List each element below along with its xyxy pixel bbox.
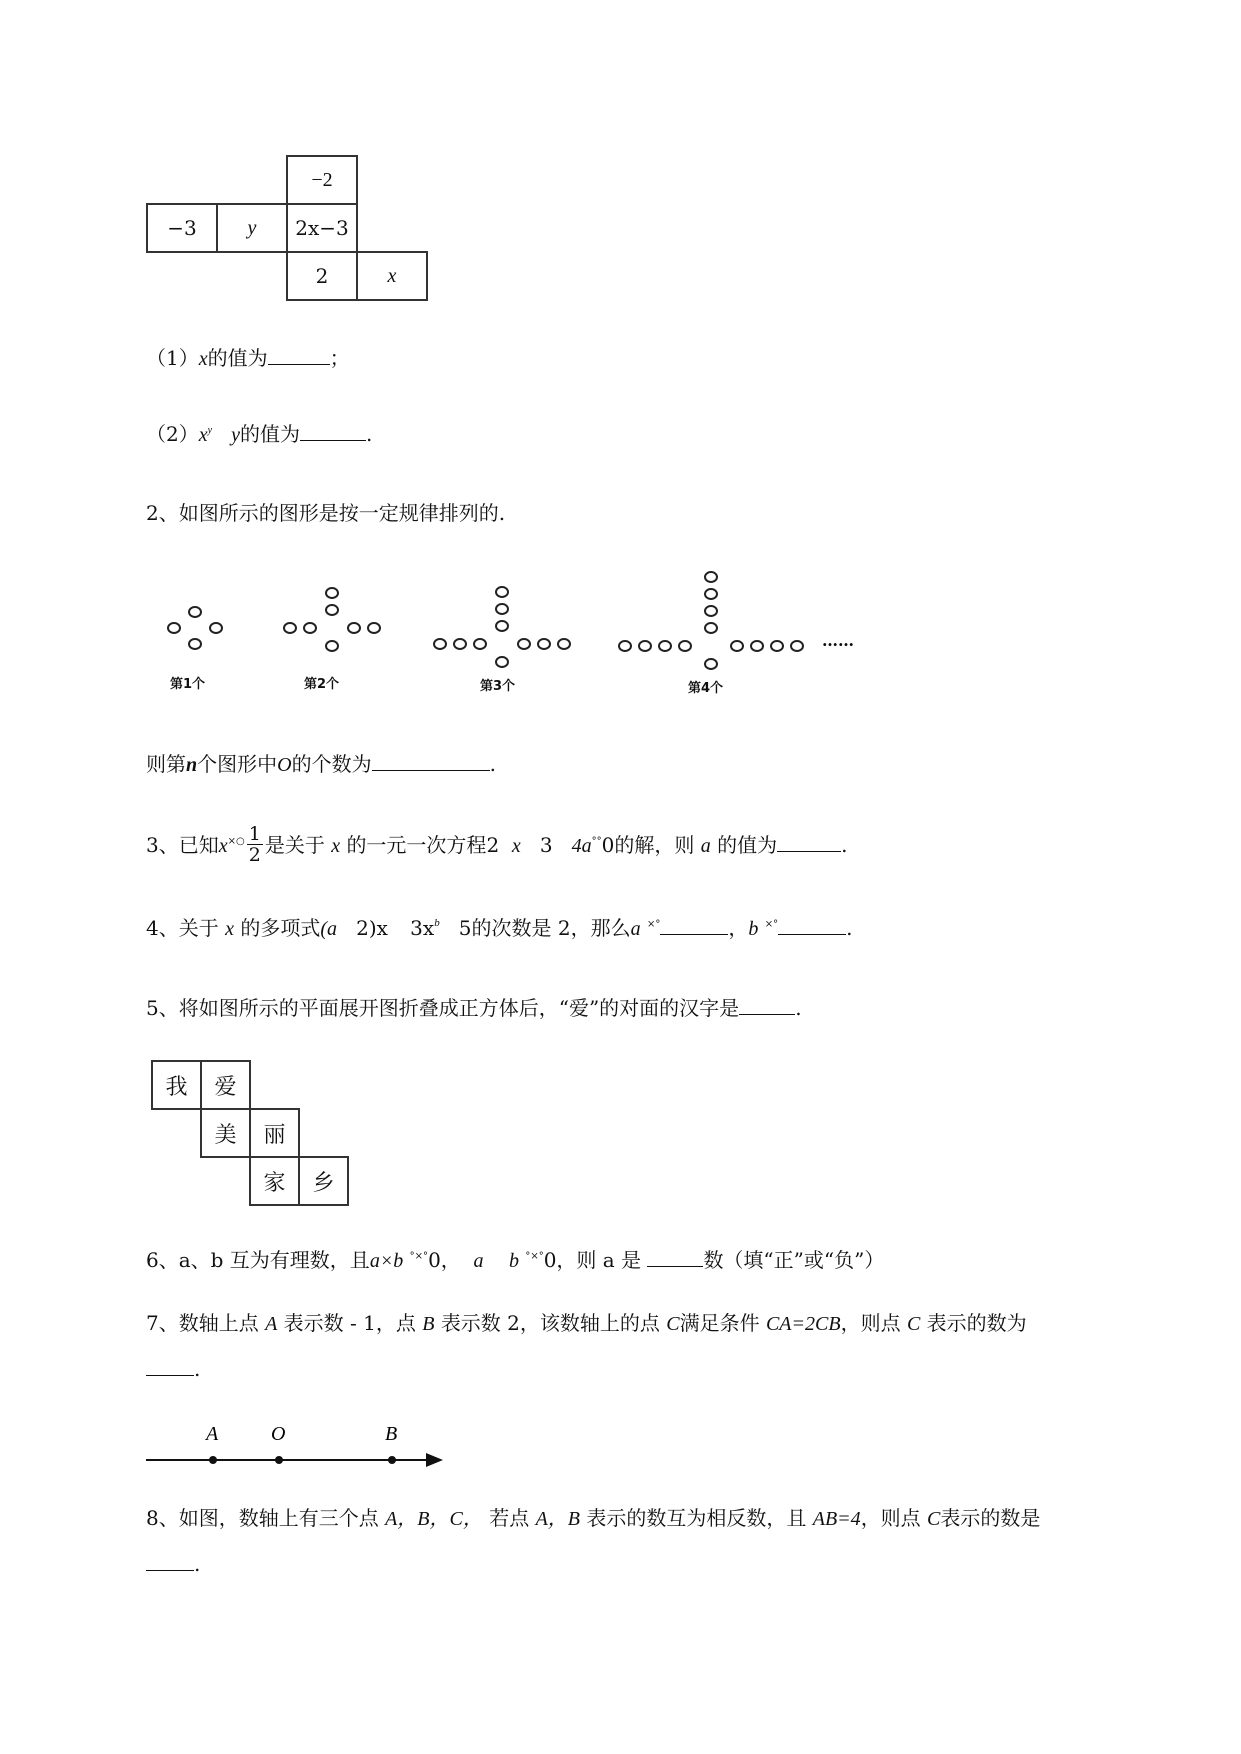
math: 2)x [356,916,388,940]
net-cell: 2x−3 [286,203,358,253]
text: 表示的数为 [926,1311,1027,1335]
net-cell: 乡 [298,1156,349,1206]
net-cell: y [216,203,288,253]
math: 2 [486,833,500,857]
answer-blank[interactable] [660,916,728,935]
q8-line1 [146,1505,1040,1532]
math: A，B，C， [385,1508,483,1530]
text: 8、如图，数轴上有三个点 [146,1506,379,1530]
net-cell: 2 [286,251,358,301]
math-var: x [198,348,208,370]
answer-blank[interactable] [778,916,846,935]
denominator: 2 [248,844,261,866]
pattern-1 [168,607,222,649]
q5-stem [146,995,802,1021]
text: 满足条件 [679,1311,760,1335]
q4: 4、关于 x 的多项式(a 2)x $3x^b$ 5的次数是 2，那么a ×° ，b ×° . [146,916,853,940]
number-line [140,1415,460,1475]
text: 的一元一次方程 [346,833,487,857]
text: ，则点 [840,1311,901,1335]
math: 3 [539,833,553,857]
pattern-4 [619,572,803,669]
math-var: x [198,424,208,446]
text: 是关于 [264,833,325,857]
net-cell: 我 [151,1060,202,1110]
punct: . [846,916,853,940]
point-o [275,1456,283,1464]
text: 5、将如图所示的平面展开图折叠成正方体后，“爱”的对面的汉字是 [146,996,740,1020]
math-superscript: b [434,917,440,929]
text: 若点 [489,1506,530,1530]
text: 表示数 - 1，点 [283,1311,416,1335]
text: 表示的数互为相反数，且 [586,1506,807,1530]
text: 的次数是 2，那么 [471,916,631,940]
text: 则第 [146,752,186,776]
punct: ， [728,916,749,940]
net-cell: 家 [249,1156,300,1206]
question-text: 的值为 [207,346,268,370]
answer-blank[interactable] [739,996,795,1015]
q8-line2 [146,1551,200,1577]
text: 表示的数是 [940,1506,1041,1530]
question-text: 的值为 [240,422,301,446]
punct: ； [329,346,350,370]
text: 个图形中 [197,752,278,776]
math-var: y [231,424,241,446]
numerator: 1 [248,823,261,845]
punct: . [194,1552,201,1576]
text: 6、a、b 互为有理数，且 [146,1248,370,1272]
q7-line2 [146,1356,200,1382]
net-cell: −3 [146,203,218,253]
text: 的多项式 [240,916,321,940]
text: 表示数 2，该数轴上的点 [440,1311,660,1335]
math-var: O [277,754,292,776]
math-var: C [666,1313,680,1335]
math: 3x [410,916,435,940]
math-var: x [225,918,234,940]
text: 的个数为 [291,752,372,776]
math: (a [320,918,338,940]
math-var: x [218,835,228,857]
math-var: a [700,835,711,857]
caption-3: 第3个 [480,679,516,694]
text: 3、已知 [146,833,219,857]
garbled-symbol: ×○ [227,836,245,847]
math-var: A [265,1313,278,1335]
math: AB=4 [812,1508,861,1530]
answer-blank[interactable] [777,833,841,852]
caption-1: 第1个 [170,677,206,692]
text: 数（填“正”或“负”） [703,1248,885,1272]
math-var: C [906,1313,921,1335]
part-number: （1） [146,346,199,370]
point-a [209,1456,217,1464]
label-a: A [206,1423,219,1445]
math-var: n [186,754,198,776]
math-var: b [508,1250,519,1272]
math: a×b [369,1250,404,1272]
math-var: a [630,918,641,940]
math-var: b [748,918,759,940]
point-b [388,1456,396,1464]
label-o: O [271,1423,286,1445]
text: 的解，则 [614,833,695,857]
answer-blank[interactable] [146,1357,194,1376]
punct: . [489,752,496,776]
q1-part1 [146,345,350,372]
pattern-3 [434,587,570,667]
text: 7、数轴上点 [146,1311,259,1335]
q6: 6、a、b 互为有理数，且a×b °×°0， a b °×°0，则 a 是 数（填“正”或“负”） [146,1248,885,1272]
math: A，B [535,1508,581,1530]
punct: . [194,1357,201,1381]
math: 0 [601,833,615,857]
net-cell: x [356,251,428,301]
net-cell: 丽 [249,1108,300,1158]
text: ，则点 [860,1506,921,1530]
answer-blank[interactable] [647,1248,703,1267]
math: 4a [571,835,592,857]
answer-blank[interactable] [372,752,490,771]
math-var: B [422,1313,435,1335]
punct: . [841,833,848,857]
math: 0， [428,1248,461,1272]
q2-stem: 2、如图所示的图形是按一定规律排列的. [146,501,506,525]
answer-blank[interactable] [300,422,366,441]
pattern-2 [284,588,380,651]
q7-line1 [146,1310,1027,1337]
math-var: C [927,1508,941,1530]
q2-answer [146,751,496,778]
math-var: x [331,835,341,857]
text: 的值为 [717,833,778,857]
caption-2: 第2个 [304,677,340,692]
text: 0，则 a 是 [543,1248,642,1272]
punct: . [366,422,373,446]
caption-4: 第4个 [688,681,724,696]
math-var: a [473,1250,484,1272]
arrow-icon [426,1453,443,1467]
q1-part2 [146,421,372,452]
label-b: B [385,1423,398,1445]
answer-blank[interactable] [146,1552,194,1571]
answer-blank[interactable] [268,346,330,365]
part-number: （2） [146,422,199,446]
q3: 3、已知x×○ $\frac{1}{2}$ 是关于 x 的一元一次方程2 x 3 4a°°0的解，则 a 的值为 . [146,823,848,866]
math-var: x [511,835,521,857]
math: CA=2CB [765,1313,841,1335]
math-superscript: y [207,425,213,436]
punct: . [795,996,802,1020]
text: 4、关于 [146,916,219,940]
net-cell: 爱 [200,1060,251,1110]
ellipsis: …… [822,631,854,650]
fraction [247,824,263,865]
net-cell: 美 [200,1108,251,1158]
math: 5 [458,916,472,940]
net-cell: −2 [286,155,358,205]
